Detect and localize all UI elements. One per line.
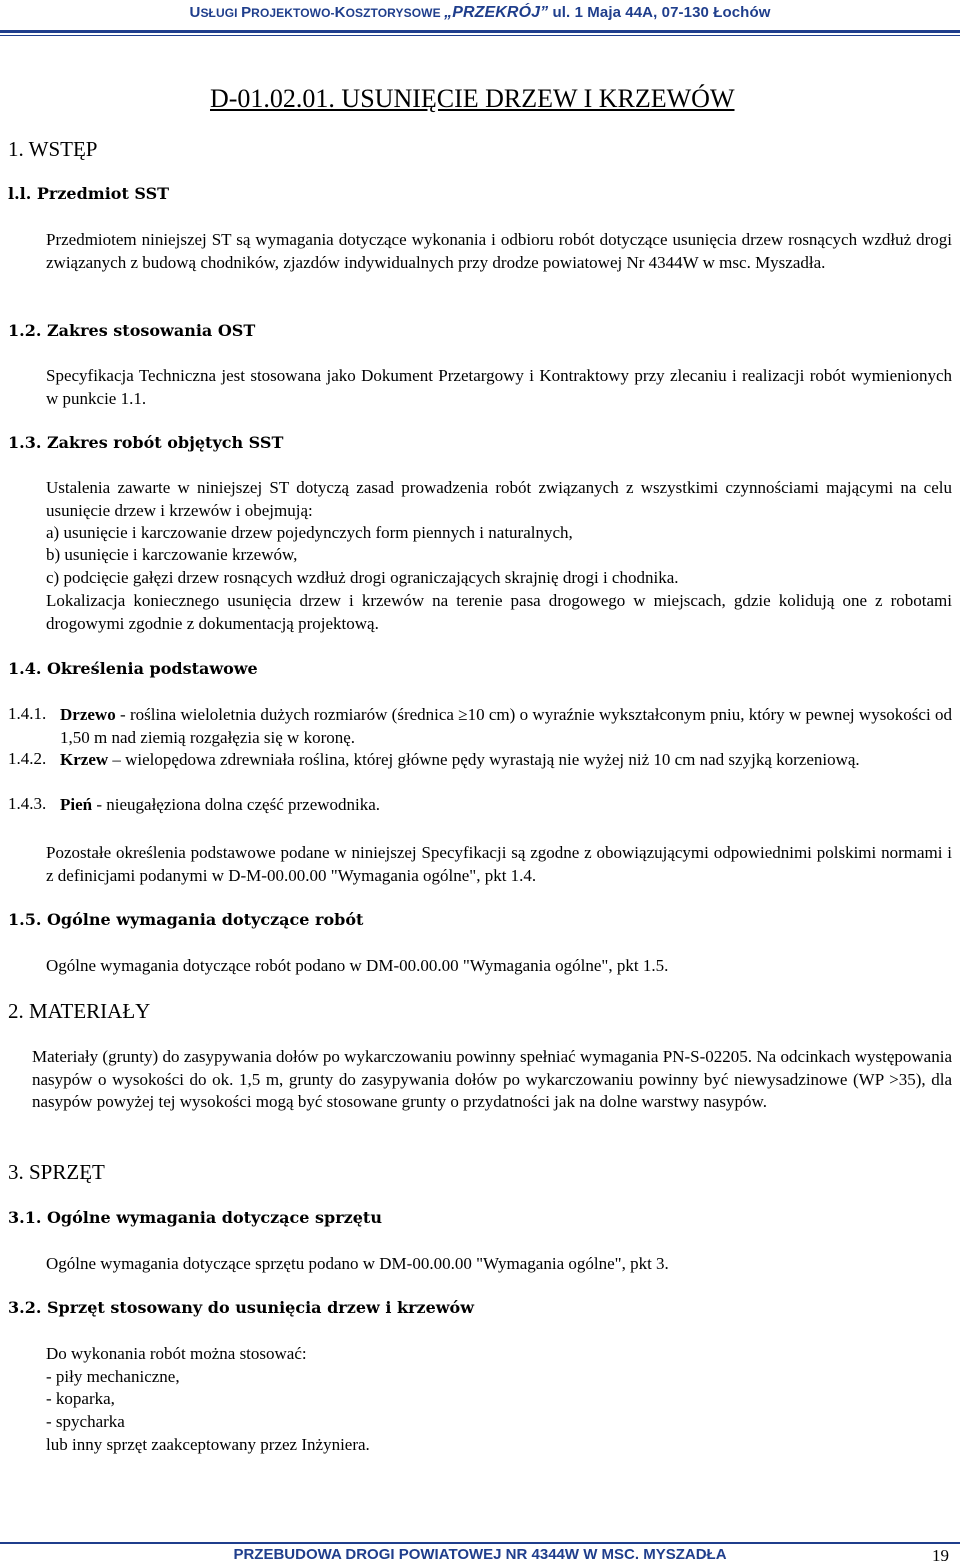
page-header xyxy=(0,4,960,22)
definition-pien xyxy=(60,794,952,817)
header-rule xyxy=(0,30,960,33)
header-rule-thin xyxy=(0,35,960,36)
definition-body: - roślina wieloletnia dużych rozmiarów (średnica ≥10 cm) o wyraźnie wykształconym pniu, który w pewnej wysokości od 1,50 m nad ziemią rozgałęzia się w koronę. xyxy=(60,705,952,747)
header-address: ul. 1 Maja 44A, 07-130 Łochów xyxy=(548,4,771,21)
definition-body: - nieugałęziona dolna część przewodnika. xyxy=(92,795,381,814)
definition-term: Krzew xyxy=(60,750,109,769)
section-1-3-heading: 1.3. Zakres robót objętych SST xyxy=(8,433,284,452)
definition-krzew xyxy=(60,749,952,772)
definition-term: Drzewo xyxy=(60,705,116,724)
section-1-1-text: Przedmiotem niniejszej ST są wymagania dotyczące wykonania i odbioru robót dotyczące usunięcia drzew rosnących wzdłuż drogi związanych z budową chodników, zjazdów indywidualnych przy drodze powiatowej Nr 4344W w msc. Myszadła. xyxy=(46,230,952,272)
footer-rule xyxy=(0,1542,960,1544)
list-item: c) podcięcie gałęzi drzew rosnących wzdłuż drogi ograniczających skrajnię drogi i chodnika. xyxy=(46,568,679,587)
section-1-5-text: Ogólne wymagania dotyczące robót podano w DM-00.00.00 "Wymagania ogólne", pkt 1.5. xyxy=(46,956,669,975)
section-3-1-heading: 3.1. Ogólne wymagania dotyczące sprzętu xyxy=(8,1208,382,1227)
section-3-1-text: Ogólne wymagania dotyczące sprzętu podano w DM-00.00.00 "Wymagania ogólne", pkt 3. xyxy=(46,1254,669,1273)
header-company-part: K xyxy=(334,4,346,21)
section-2-text: Materiały (grunty) do zasypywania dołów po wykarczowaniu powinny spełniać wymagania PN-S-02205. Na odcinkach występowania nasypów o wysokości do ok. 1,5 m, grunty do zasypywania dołów po wykarczowaniu powinny być niewysadzinowe (WP >35), dla nasypów powyżej tej wysokości mogą być stosowane grunty o przydatności jak na dolne warstwy nasypów. xyxy=(32,1047,952,1111)
definition-body: – wielopędowa zdrewniała roślina, której główne pędy wyrastają nie wyżej niż 10 cm nad szyjką korzeniową. xyxy=(108,750,860,769)
section-1-4-note: Pozostałe określenia podstawowe podane w niniejszej Specyfikacji są zgodne z obowiązującymi odpowiednimi polskimi normami i z definicjami podanymi w D-M-00.00.00 "Wymagania ogólne", pkt 1.4. xyxy=(46,843,952,885)
section-1-3-intro: Ustalenia zawarte w niniejszej ST dotyczą zasad prowadzenia robót związanych z wszystkimi czynnościami mającymi na celu usunięcie drzew i krzewów i obejmują: xyxy=(46,478,952,520)
section-1-2-text: Specyfikacja Techniczna jest stosowana jako Dokument Przetargowy i Kontraktowy przy zlecaniu i realizacji robót wymienionych w punkcie 1.1. xyxy=(46,366,952,408)
page-footer-title: PRZEBUDOWA DROGI POWIATOWEJ NR 4344W W MSC. MYSZADŁA xyxy=(233,1546,727,1563)
section-1-heading: 1. WSTĘP xyxy=(8,137,98,161)
section-2-heading: 2. MATERIAŁY xyxy=(8,999,151,1023)
definition-number: 1.4.2. xyxy=(8,749,47,768)
section-1-3-location: Lokalizacja koniecznego usunięcia drzew i krzewów na terenie pasa drogowego w miejscach, gdzie kolidują one z robotami drogowymi zgodnie z dokumentacją projektową. xyxy=(46,591,952,633)
section-1-2-heading: 1.2. Zakres stosowania OST xyxy=(8,321,256,340)
list-item: b) usunięcie i karczowanie krzewów, xyxy=(46,545,298,564)
list-item: a) usunięcie i karczowanie drzew pojedynczych form piennych i naturalnych, xyxy=(46,523,573,542)
definition-number: 1.4.1. xyxy=(8,704,47,723)
definition-number: 1.4.3. xyxy=(8,794,47,813)
header-company: U xyxy=(189,4,201,21)
page-number: 19 xyxy=(932,1546,949,1565)
section-1-1-heading: l.l. Przedmiot SST xyxy=(8,184,170,203)
header-company-part: ROJEKTOWO- xyxy=(251,6,335,20)
document-title: D-01.02.01. USUNIĘCIE DRZEW I KRZEWÓW xyxy=(210,84,735,113)
header-company-part: OSZTORYSOWE xyxy=(345,6,445,20)
section-3-2-heading: 3.2. Sprzęt stosowany do usunięcia drzew i krzewów xyxy=(8,1298,474,1317)
list-item: - piły mechaniczne, xyxy=(46,1367,180,1386)
list-item: lub inny sprzęt zaakceptowany przez Inżyniera. xyxy=(46,1435,370,1454)
section-3-heading: 3. SPRZĘT xyxy=(8,1160,105,1184)
header-company-part: P xyxy=(241,4,252,21)
section-1-5-heading: 1.5. Ogólne wymagania dotyczące robót xyxy=(8,910,364,929)
list-item: Do wykonania robót można stosować: xyxy=(46,1344,307,1363)
header-company-name: „PRZEKRÓJ” xyxy=(444,4,549,21)
list-item: - koparka, xyxy=(46,1389,115,1408)
definition-drzewo xyxy=(60,704,952,749)
list-item: - spycharka xyxy=(46,1412,125,1431)
header-company-part: SŁUGI xyxy=(200,6,242,20)
section-1-4-heading: 1.4. Określenia podstawowe xyxy=(8,659,258,678)
definition-term: Pień xyxy=(60,795,93,814)
